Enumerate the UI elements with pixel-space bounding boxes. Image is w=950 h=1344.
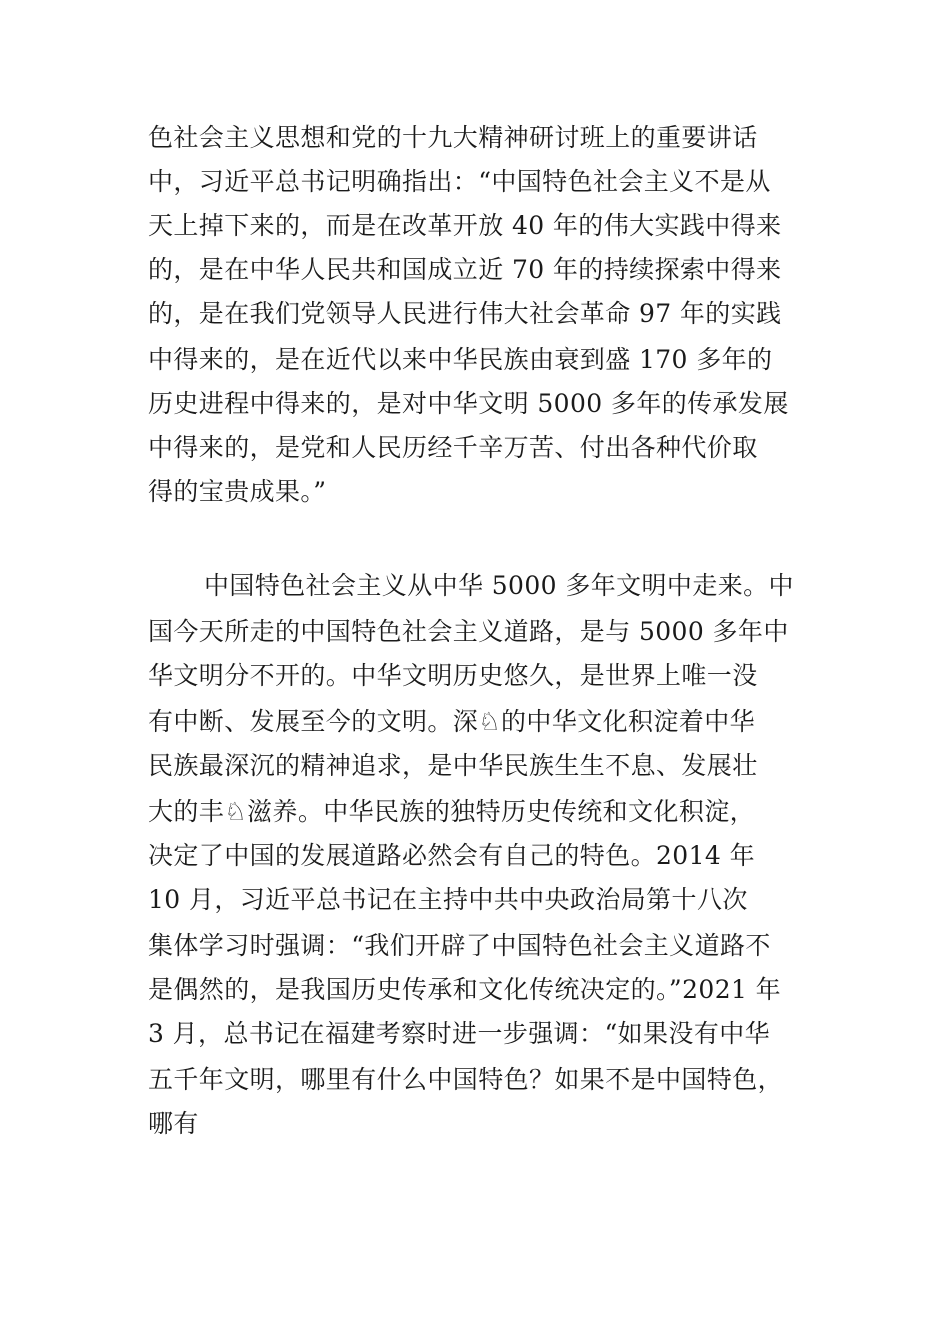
text-line: 集体学习时强调：“我们开辟了中国特色社会主义道路不 <box>148 931 771 960</box>
text-line: 3 月，总书记在福建考察时进一步强调：“如果没有中华 <box>148 1019 771 1048</box>
text-line: 大的丰♘滋养。中华民族的独特历史传统和文化积淀， <box>148 797 756 826</box>
text-line: 哪有 <box>148 1109 199 1138</box>
text-line: 五千年文明，哪里有什么中国特色？如果不是中国特色， <box>148 1065 784 1094</box>
text-line: 决定了中国的发展道路必然会有自己的特色。2014 年 <box>148 841 755 870</box>
text-line: 得的宝贵成果。” <box>148 477 327 506</box>
text-line: 的，是在中华人民共和国成立近 70 年的持续探索中得来 <box>148 255 782 284</box>
text-line: 的，是在我们党领导人民进行伟大社会革命 97 年的实践 <box>148 299 782 328</box>
text-line: 中得来的，是在近代以来中华民族由衰到盛 170 多年的 <box>148 345 773 374</box>
text-line: 中得来的，是党和人民历经千辛万苦、付出各种代价取 <box>148 433 758 462</box>
text-line: 10 月，习近平总书记在主持中共中央政治局第十八次 <box>148 885 748 914</box>
text-line: 中，习近平总书记明确指出：“中国特色社会主义不是从 <box>148 167 771 196</box>
text-line: 有中断、发展至今的文明。深♘的中华文化积淀着中华 <box>148 707 756 736</box>
text-line: 是偶然的，是我国历史传承和文化传统决定的。”2021 年 <box>148 975 782 1004</box>
text-line-indented: 中国特色社会主义从中华 5000 多年文明中走来。中 <box>204 571 794 600</box>
text-line: 天上掉下来的，而是在改革开放 40 年的伟大实践中得来 <box>148 211 782 240</box>
text-line: 华文明分不开的。中华文明历史悠久，是世界上唯一没 <box>148 661 758 690</box>
text-line: 色社会主义思想和党的十九大精神研讨班上的重要讲话 <box>148 123 758 152</box>
text-line: 国今天所走的中国特色社会主义道路，是与 5000 多年中 <box>148 617 789 646</box>
text-line: 历史进程中得来的，是对中华文明 5000 多年的传承发展 <box>148 389 789 418</box>
text-line: 民族最深沉的精神追求，是中华民族生生不息、发展壮 <box>148 751 758 780</box>
